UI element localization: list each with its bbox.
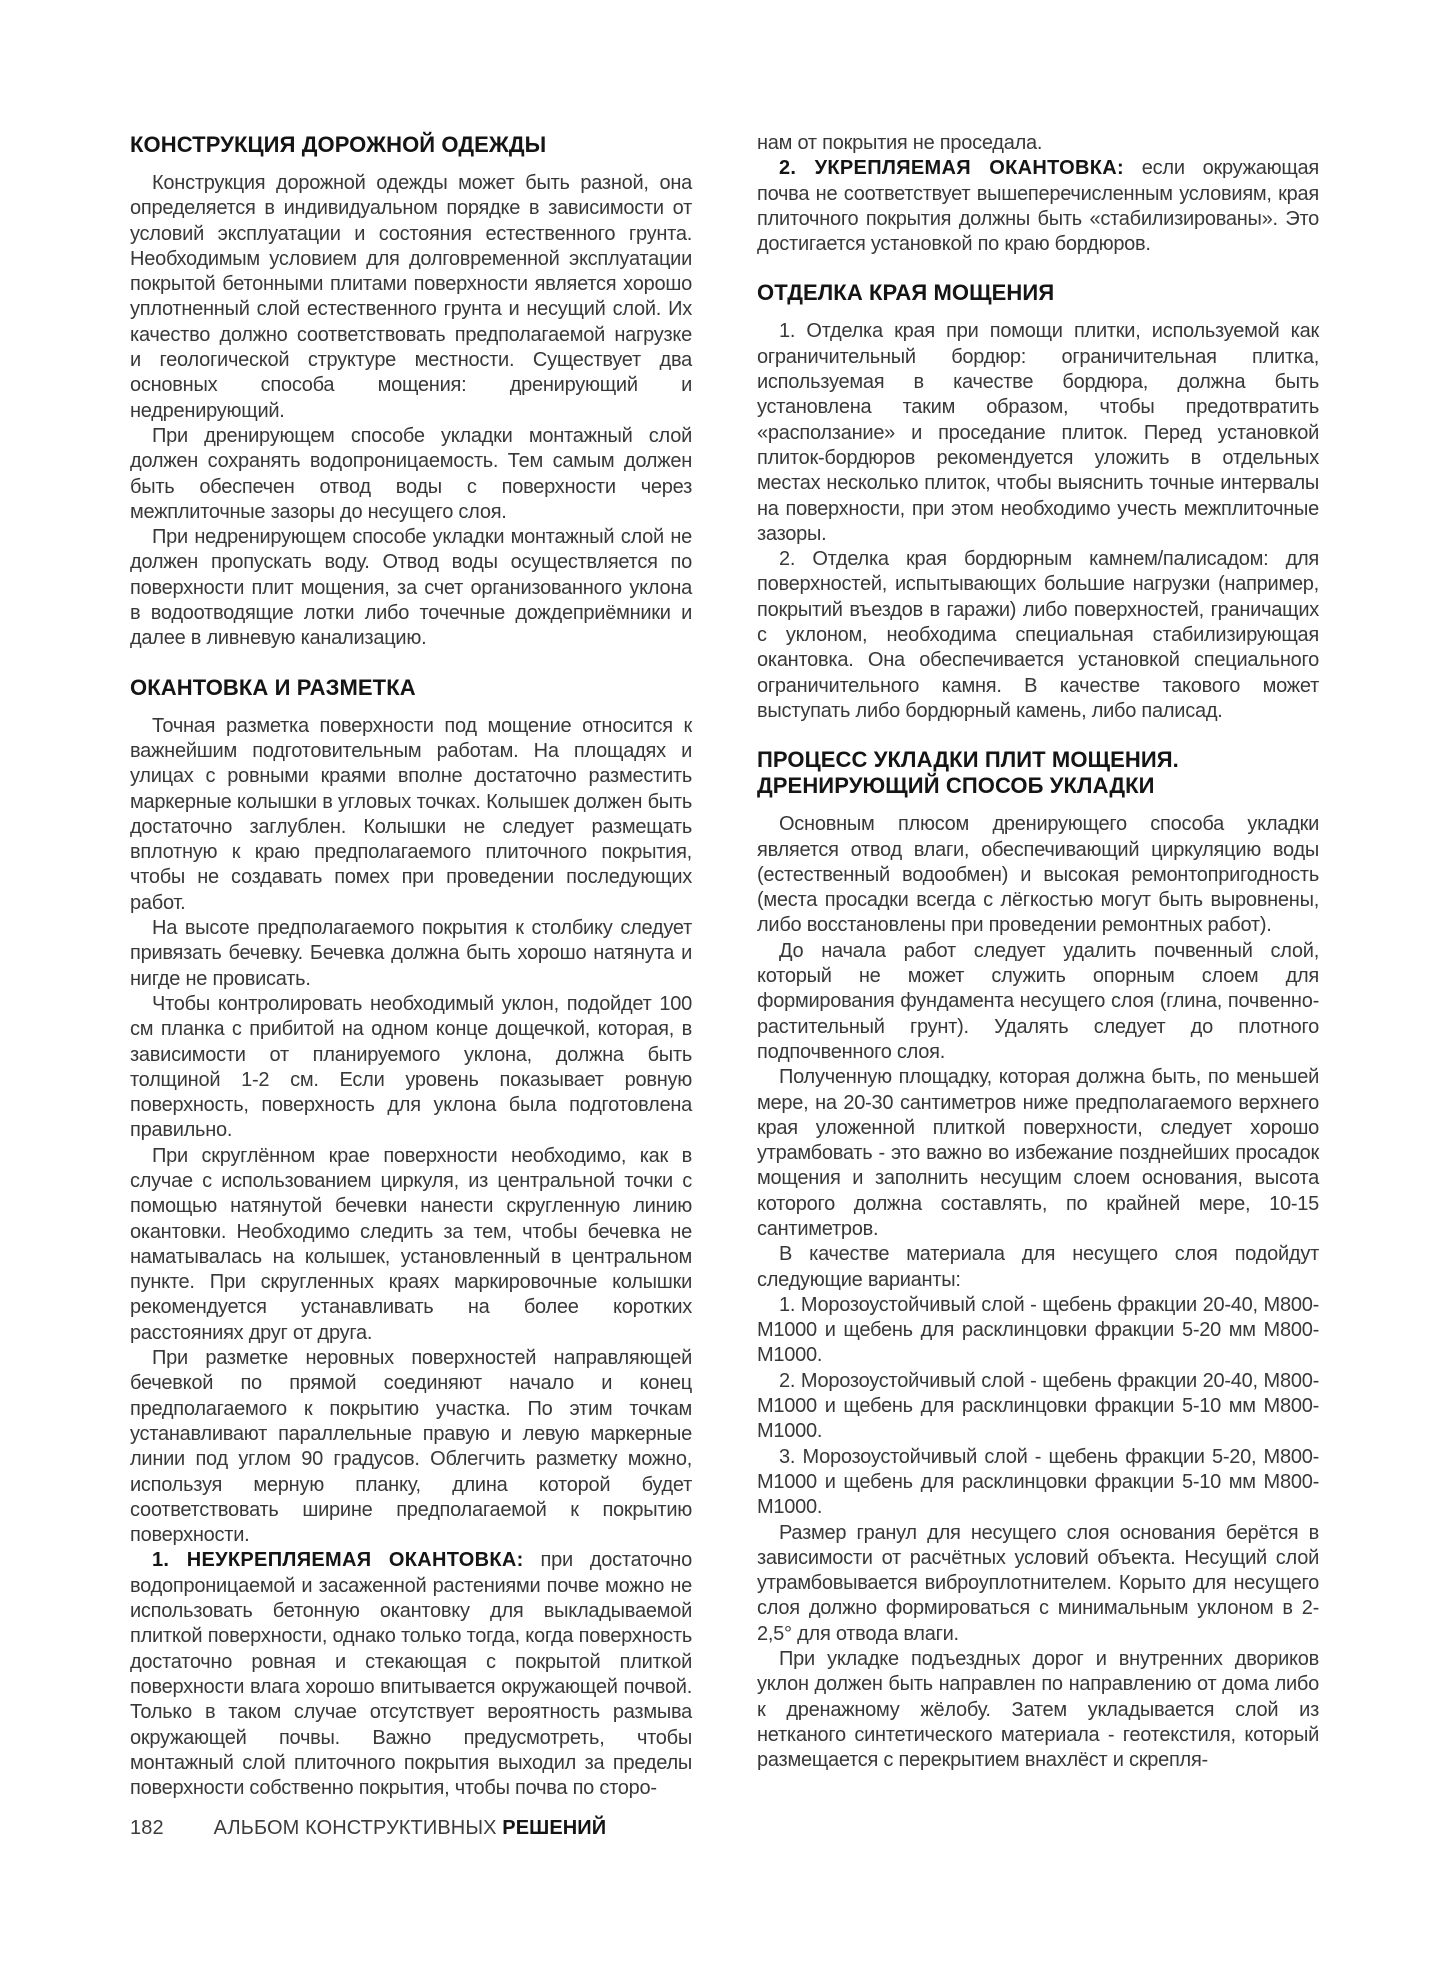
paragraph-text: если окружающая почва не соответствует вышеперечисленным условиям, края плиточного покрытия должны быть «стабилизированы». Это достигается установкой по краю бордюров. (757, 157, 1319, 256)
paragraph: При разметке неровных поверхностей направляющей бечевкой по прямой соединяют начало и конец предполагаемого к покрытию участка. По этим точкам устанавливают параллельные правую и левую маркерные линии под углом 90 градусов. Облегчить разметку можно, используя мерную планку, длина которой будет соответствовать ширине предполагаемой к покрытию поверхности. (130, 1347, 692, 1547)
section-heading-road-pavement-structure: КОНСТРУКЦИЯ ДОРОЖНОЙ ОДЕЖДЫ (130, 132, 547, 157)
paragraph-variant-3: 3. Морозоустойчивый слой - щебень фракции 5-20, М800-М1000 и щебень для расклинцовки фракции 5-10 мм М800-М1000. (757, 1445, 1319, 1519)
paragraph: При дренирующем способе укладки монтажный слой должен сохранять водопроницаемость. Тем самым должен быть обеспечен отвод воды с поверхности через межплиточные зазоры до несущего слоя. (130, 424, 692, 523)
paragraph: Точная разметка поверхности под мощение относится к важнейшим подготовительным работам. На площадях и улицах с ровными краями вполне достаточно разместить маркерные колышки в угловых точках. Колышек должен быть достаточно заглублен. Колышки не следует размещать вплотную к краю предполагаемого плиточного покрытия, чтобы не создавать помех при проведении последующих работ. (130, 714, 692, 914)
paragraph-reinforced-edging (757, 156, 1319, 257)
footer-title (214, 1816, 607, 1841)
paragraph: При недренирующем способе укладки монтажный слой не должен пропускать воду. Отвод воды осуществляется по поверхности плит мощения, за счет организованного уклона в водоотводящие лотки либо точечные дождеприёмники и далее в ливневую канализацию. (130, 526, 692, 650)
paragraph: Размер гранул для несущего слоя основания берётся в зависимости от расчётных условий объекта. Несущий слой утрамбовывается виброуплотнителем. Корыто для несущего слоя должно формироваться с минимальным уклоном в 2-2,5° для отвода влаги. (757, 1521, 1319, 1645)
section-heading-paving-process-draining-method (757, 747, 1319, 799)
right-column (757, 131, 1319, 1774)
paragraph-text: при достаточно водопроницаемой и засаженной растениями почве можно не использовать бетонную окантовку для выкладываемой плиткой поверхности, однако только тогда, когда поверхность достаточно ровная и стекающая с покрытой плиткой поверхности влага хорошо впитывается окружающей почвой. Только в таком случае отсутствует вероятность размыва окружающей почвы. Важно предусмотреть, чтобы монтажный слой плиточного покрытия выходил за пределы поверхности собственно покрытия, чтобы почва по сторо- (130, 1549, 692, 1800)
bold-lead-unreinforced-edging: 1. НЕУКРЕПЛЯЕМАЯ ОКАНТОВКА: (152, 1549, 524, 1572)
paragraph-continuation: нам от покрытия не проседала. (757, 132, 1043, 154)
footer-title-regular: АЛЬБОМ КОНСТРУКТИВНЫХ (213, 1817, 497, 1839)
paragraph: При укладке подъездных дорог и внутренних двориков уклон должен быть направлен по направлению от дома либо к дренажному жёлобу. Затем укладывается слой из нетканого синтетического материала - геотекстиля, который размещается с перекрытием внахлёст и скрепля- (757, 1648, 1319, 1772)
heading-line-1: ПРОЦЕСС УКЛАДКИ ПЛИТ МОЩЕНИЯ. (757, 747, 1179, 773)
paragraph-variant-2: 2. Морозоустойчивый слой - щебень фракции 20-40, М800-М1000 и щебень для расклинцовки фракции 5-10 мм М800-М1000. (757, 1369, 1319, 1443)
paragraph: 2. Отделка края бордюрным камнем/палисадом: для поверхностей, испытывающих большие нагрузки (например, покрытий въездов в гаражи) либо поверхностей, граничащих с уклоном, необходима специальная стабилизирующая окантовка. Она обеспечивается установкой специального ограничительного камня. В качестве такового может выступать либо бордюрный камень, либо палисад. (757, 548, 1319, 722)
page-number: 182 (130, 1817, 164, 1839)
paragraph: При скруглённом крае поверхности необходимо, как в случае с использованием циркуля, из центральной точки с помощью натянутой бечевки нанести скругленную линию окантовки. Необходимо следить за тем, чтобы бечевка не наматывалась на колышек, установленный в центральном пункте. При скругленных краях маркировочные колышки рекомендуется устанавливать на более коротких расстояниях друг от друга. (130, 1144, 692, 1344)
paragraph: В качестве материала для несущего слоя подойдут следующие варианты: (757, 1243, 1319, 1291)
heading-line-2: ДРЕНИРУЮЩИЙ СПОСОБ УКЛАДКИ (757, 773, 1155, 799)
paragraph: Основным плюсом дренирующего способа укладки является отвод влаги, обеспечивающий циркуляцию воды (естественный водообмен) и высокая ремонтопригодность (места просадки всегда с лёгкостью могут быть выровнены, либо восстановлены при проведении ремонтных работ). (757, 813, 1319, 937)
paragraph-variant-1: 1. Морозоустойчивый слой - щебень фракции 20-40, М800-М1000 и щебень для расклинцовки фракции 5-20 мм М800-М1000. (757, 1293, 1319, 1367)
section-heading-paving-edge-finishing: ОТДЕЛКА КРАЯ МОЩЕНИЯ (757, 280, 1055, 306)
paragraph: Чтобы контролировать необходимый уклон, подойдет 100 см планка с прибитой на одном конце дощечкой, которая, в зависимости от планируемого уклона, должна быть толщиной 1-2 см. Если уровень показывает ровную поверхность, поверхность для уклона была подготовлена правильно. (130, 992, 692, 1142)
left-column (130, 131, 692, 1801)
bold-lead-reinforced-edging: 2. УКРЕПЛЯЕМАЯ ОКАНТОВКА: (779, 157, 1124, 180)
section-heading-edging-and-marking: ОКАНТОВКА И РАЗМЕТКА (130, 674, 416, 700)
paragraph-unreinforced-edging (130, 1548, 692, 1801)
paragraph: На высоте предполагаемого покрытия к столбику следует привязать бечевку. Бечевка должна быть хорошо натянута и нигде не провисать. (130, 917, 692, 990)
page-footer (130, 1816, 606, 1841)
paragraph: Полученную площадку, которая должна быть, по меньшей мере, на 20-30 сантиметров ниже предполагаемого верхнего края уложенной плиткой поверхности, следует хорошо утрамбовать - это важно во избежание позднейших просадок мощения и заполнить несущим слоем основания, высота которого должна составлять, по крайней мере, 10-15 сантиметров. (757, 1066, 1319, 1240)
paragraph: 1. Отделка края при помощи плитки, используемой как ограничительный бордюр: ограничительная плитка, используемая в качестве бордюра, должна быть установлена таким образом, чтобы предотвратить «расползание» и проседание плиток. Перед установкой плиток-бордюров рекомендуется уложить в отдельных местах несколько плиток, чтобы выяснить точные интервалы на поверхности, при этом необходимо учесть межплиточные зазоры. (757, 320, 1319, 545)
footer-title-bold: РЕШЕНИЙ (502, 1817, 607, 1839)
paragraph: До начала работ следует удалить почвенный слой, который не может служить опорным слоем для формирования фундамента несущего слоя (глина, почвенно-растительный грунт). Удалять следует до плотного подпочвенного слоя. (757, 939, 1319, 1063)
paragraph: Конструкция дорожной одежды может быть разной, она определяется в индивидуальном порядке в зависимости от условий эксплуатации и состояния естественного грунта. Необходимым условием для долговременной эксплуатации покрытой бетонными плитами поверхности является хорошо уплотненный слой естественного грунта и несущий слой. Их качество должно соответствовать предполагаемой нагрузке и геологической структуре местности. Существует два основных способа мощения: дренирующий и недренирующий. (130, 172, 692, 422)
